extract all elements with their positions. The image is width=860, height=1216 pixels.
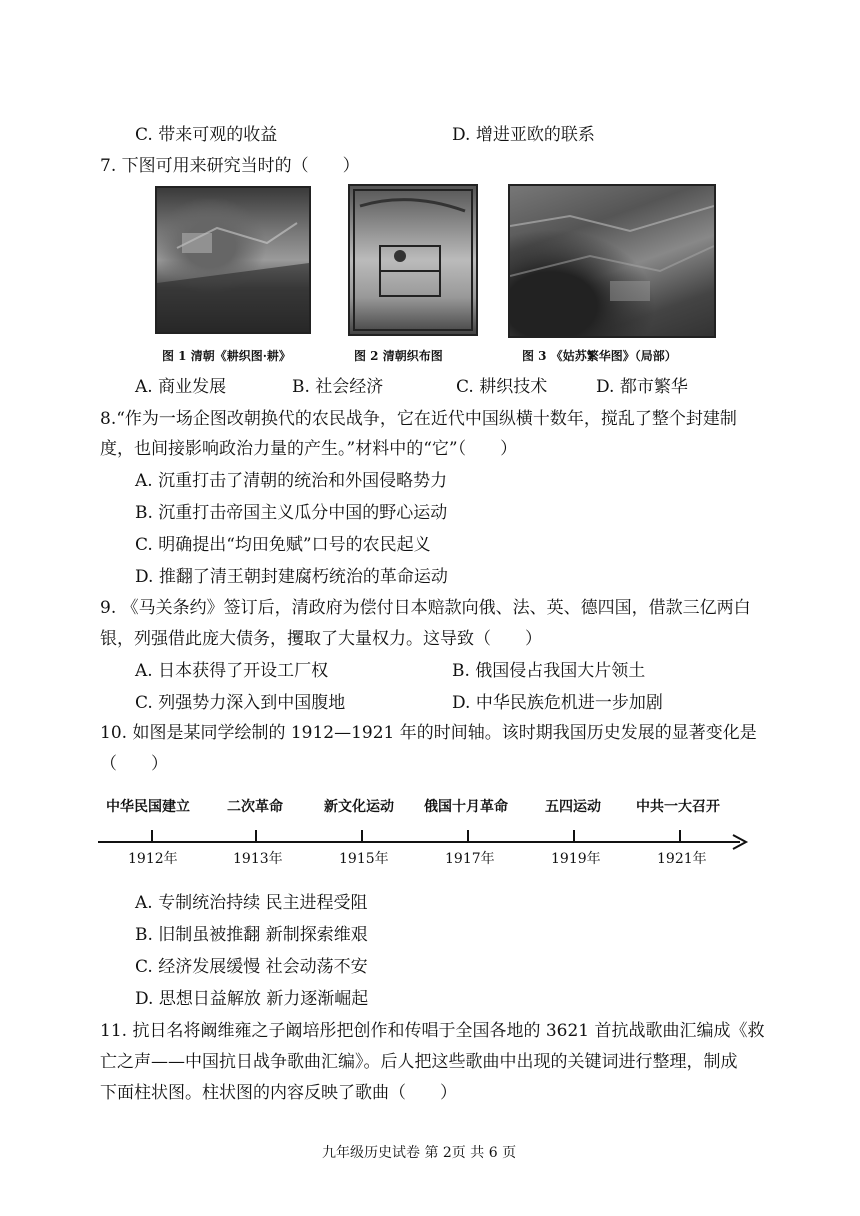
q8-option-d: D. 推翻了清王朝封建腐朽统治的革命运动 — [135, 567, 448, 587]
q9-option-d: D. 中华民族危机进一步加剧 — [452, 693, 663, 713]
figure-2-weaving-image — [348, 184, 478, 336]
q8-option-c: C. 明确提出“均田免赋”口号的农民起义 — [135, 535, 431, 555]
timeline-year-5: 1919年 — [551, 851, 601, 867]
q7-option-d: D. 都市繁华 — [596, 377, 688, 397]
figure-3-suzhou-prosperity-image — [508, 184, 716, 338]
timeline-year-1: 1912年 — [128, 851, 178, 867]
q11-stem-line-1: 11. 抗日名将阚维雍之子阚培彤把创作和传唱于全国各地的 3621 首抗战歌曲汇编成《救 — [100, 1021, 765, 1041]
q8-option-b: B. 沉重打击帝国主义瓜分中国的野心运动 — [135, 503, 448, 523]
figure-2-caption: 图 2 清朝织布图 — [354, 349, 443, 363]
timeline-year-2: 1913年 — [233, 851, 283, 867]
timeline-year-4: 1917年 — [445, 851, 495, 867]
q9-option-c: C. 列强势力深入到中国腹地 — [135, 693, 346, 713]
q7-stem: 7. 下图可用来研究当时的（ ） — [100, 156, 360, 176]
timeline-year-6: 1921年 — [657, 851, 707, 867]
timeline-event-1: 中华民国建立 — [106, 799, 190, 815]
q9-option-b: B. 俄国侵占我国大片领土 — [452, 661, 646, 681]
q8-stem-line-1: 8.“作为一场企图改朝换代的农民战争，它在近代中国纵横十数年，搅乱了整个封建制 — [100, 409, 737, 429]
q7-option-c: C. 耕织技术 — [456, 377, 548, 397]
timeline-year-3: 1915年 — [339, 851, 389, 867]
figure-1-caption: 图 1 清朝《耕织图·耕》 — [162, 349, 291, 363]
q10-option-c: C. 经济发展缓慢 社会动荡不安 — [135, 957, 368, 977]
timeline-event-5: 五四运动 — [545, 799, 601, 815]
q7-option-a: A. 商业发展 — [135, 377, 227, 397]
q9-stem-line-1: 9. 《马关条约》签订后，清政府为偿付日本赔款向俄、法、英、德四国，借款三亿两白 — [100, 598, 751, 618]
q10-stem-line-2: （ ） — [100, 754, 168, 774]
page-footer: 九年级历史试卷 第 2页 共 6 页 — [322, 1145, 517, 1161]
q10-stem-line-1: 10. 如图是某同学绘制的 1912—1921 年的时间轴。该时期我国历史发展的显著变化是 — [100, 723, 757, 743]
timeline-event-2: 二次革命 — [227, 799, 283, 815]
q6-option-d: D. 增进亚欧的联系 — [452, 125, 595, 145]
q10-option-a: A. 专制统治持续 民主进程受阻 — [135, 893, 368, 913]
timeline-event-4: 俄国十月革命 — [424, 799, 508, 815]
q11-stem-line-3: 下面柱状图。柱状图的内容反映了歌曲（ ） — [100, 1083, 457, 1103]
timeline-event-6: 中共一大召开 — [636, 799, 720, 815]
q8-stem-line-2: 度，也间接影响政治力量的产生。”材料中的“它”（ ） — [100, 439, 518, 459]
q11-stem-line-2: 亡之声——中国抗日战争歌曲汇编》。后人把这些歌曲中出现的关键词进行整理，制成 — [100, 1052, 738, 1072]
q6-option-c: C. 带来可观的收益 — [135, 125, 278, 145]
figure-3-caption: 图 3 《姑苏繁华图》（局部） — [522, 349, 677, 363]
q9-option-a: A. 日本获得了开设工厂权 — [135, 661, 329, 681]
figure-1-farming-image — [155, 186, 311, 334]
q8-option-a: A. 沉重打击了清朝的统治和外国侵略势力 — [135, 471, 448, 491]
q9-stem-line-2: 银，列强借此庞大债务，攫取了大量权力。这导致（ ） — [100, 629, 542, 649]
q10-option-d: D. 思想日益解放 新力逐渐崛起 — [135, 989, 369, 1009]
q10-option-b: B. 旧制虽被推翻 新制探索维艰 — [135, 925, 368, 945]
q7-option-b: B. 社会经济 — [292, 377, 384, 397]
timeline-event-3: 新文化运动 — [324, 799, 394, 815]
